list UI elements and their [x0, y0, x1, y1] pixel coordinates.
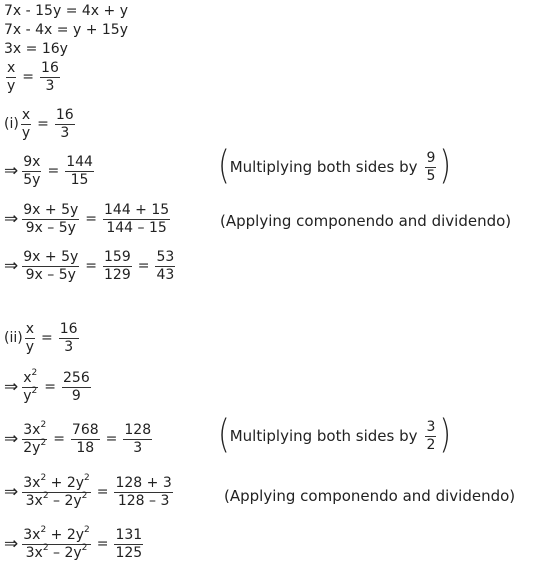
denominator: $y^2$ [23, 385, 38, 404]
denominator: 15 [70, 171, 89, 188]
numerator: 3 [426, 419, 436, 435]
denominator: 5 [426, 167, 436, 184]
part-ii-step-1 [4, 368, 93, 404]
part-label: (ii) [4, 330, 23, 347]
exponent: 2 [42, 542, 49, 553]
intro-line-2: 7x - 4x = y + 15y [4, 22, 128, 38]
denominator: 3 [133, 439, 143, 456]
equals-sign: = [41, 330, 53, 347]
denominator: $3x^2 - 2y^2$ [25, 490, 88, 509]
fraction [22, 420, 47, 456]
fraction [21, 108, 31, 140]
equals-sign: = [96, 484, 109, 501]
numerator: 9 [426, 150, 436, 166]
intro-line-1: 7x - 15y = 4x + y [4, 3, 128, 19]
denominator: 9 [71, 387, 81, 404]
equals-sign: = [85, 258, 97, 275]
fraction [59, 322, 79, 354]
note-componendo-2: (Applying componendo and dividendo) [224, 487, 516, 505]
fraction [123, 423, 152, 455]
part-i-header [4, 108, 77, 140]
exponent: 2 [84, 473, 90, 483]
implies-icon: ⇒ [4, 429, 19, 450]
equals-sign: = [137, 258, 150, 275]
fraction [114, 528, 143, 560]
right-paren-icon: ) [439, 143, 452, 190]
fraction [22, 525, 91, 561]
denominator: 129 [104, 266, 131, 283]
note-multiplying-2 [218, 412, 452, 459]
exponent: 2 [31, 368, 38, 378]
exponent: 2 [42, 490, 49, 501]
numerator: 9x [23, 154, 41, 170]
numerator: 144 + 15 [104, 202, 170, 218]
implies-icon: ⇒ [4, 482, 19, 503]
numerator: x [25, 321, 34, 337]
denominator: y [25, 338, 34, 355]
equals-sign: = [105, 431, 118, 448]
left-paren-icon: ( [218, 143, 230, 190]
exponent: 2 [81, 490, 88, 501]
denominator: 9x – 5y [25, 219, 76, 236]
left-paren-icon: ( [218, 412, 230, 459]
exponent: 2 [31, 385, 38, 396]
denominator: 2 [426, 436, 436, 453]
fraction [40, 61, 60, 93]
numerator: 131 [115, 527, 143, 543]
exponent: 2 [84, 525, 90, 535]
denominator: 3 [60, 124, 70, 141]
intro-line-3: 3x = 16y [4, 41, 68, 57]
denominator: y [21, 124, 31, 141]
implies-icon: ⇒ [4, 161, 19, 182]
numerator: 9x + 5y [23, 202, 79, 218]
exponent: 2 [40, 473, 47, 483]
numerator: $3x^2$ [23, 420, 47, 438]
fraction [425, 420, 436, 452]
part-ii-step-4 [4, 525, 145, 561]
fraction [65, 155, 94, 187]
equals-sign: = [22, 69, 35, 86]
equals-sign: = [96, 536, 109, 553]
fraction [22, 368, 38, 404]
numerator: 9x + 5y [23, 249, 79, 265]
exponent: 2 [40, 420, 47, 430]
fraction [22, 203, 79, 235]
implies-icon: ⇒ [4, 534, 19, 555]
equals-sign: = [53, 431, 65, 448]
denominator: 43 [156, 266, 175, 283]
numerator: 768 [71, 422, 99, 438]
fraction [71, 423, 100, 455]
equals-sign: = [37, 116, 49, 133]
denominator: 3 [64, 338, 74, 355]
equals-sign: = [47, 163, 60, 180]
denominator: $3x^2 - 2y^2$ [25, 542, 88, 561]
fraction [62, 371, 91, 403]
denominator: 5y [23, 171, 41, 188]
exponent: 2 [81, 542, 88, 553]
note-componendo-1: (Applying componendo and dividendo) [220, 212, 512, 230]
numerator: 16 [55, 107, 74, 123]
note-multiplying-1 [218, 143, 452, 190]
fraction [22, 473, 91, 509]
numerator: 128 [124, 422, 152, 438]
numerator: x [7, 60, 16, 76]
denominator: $2y^2$ [23, 437, 47, 456]
numerator: 128 + 3 [115, 475, 172, 491]
denominator: 9x – 5y [25, 266, 76, 283]
implies-icon: ⇒ [4, 256, 19, 277]
denominator: y [7, 77, 16, 94]
denominator: 144 – 15 [106, 219, 167, 236]
numerator: $3x^2 + 2y^2$ [23, 473, 90, 491]
numerator: x [21, 107, 31, 123]
numerator: 16 [59, 321, 78, 337]
part-i-step-2 [4, 203, 172, 235]
fraction [22, 155, 41, 187]
numerator: 16 [41, 60, 59, 76]
equals-sign: = [44, 379, 57, 396]
denominator: 18 [76, 439, 95, 456]
fraction [25, 322, 35, 354]
ratio-statement [4, 61, 62, 93]
equals-sign: = [85, 211, 97, 228]
denominator: 3 [45, 77, 55, 94]
note-text: Multiplying both sides by [229, 427, 418, 446]
numerator: 159 [104, 249, 131, 265]
denominator: 128 – 3 [117, 492, 170, 509]
exponent: 2 [40, 437, 47, 448]
part-i-step-3 [4, 250, 177, 282]
fraction [103, 250, 132, 282]
exponent: 2 [40, 525, 47, 535]
fraction [22, 250, 79, 282]
part-ii-step-2 [4, 420, 154, 456]
numerator: $x^2$ [23, 368, 38, 386]
fraction [114, 476, 172, 508]
fraction [103, 203, 170, 235]
implies-icon: ⇒ [4, 209, 19, 230]
fraction [425, 151, 436, 183]
numerator: $3x^2 + 2y^2$ [23, 525, 90, 543]
implies-icon: ⇒ [4, 377, 19, 398]
fraction [55, 108, 75, 140]
denominator: 125 [115, 544, 143, 561]
fraction [6, 61, 16, 93]
part-ii-header [4, 322, 81, 354]
part-i-step-1 [4, 155, 96, 187]
numerator: 53 [156, 249, 175, 265]
right-paren-icon: ) [439, 412, 452, 459]
numerator: 256 [63, 370, 90, 386]
note-text: Multiplying both sides by [229, 158, 418, 177]
fraction [155, 250, 175, 282]
part-label: (i) [4, 116, 19, 133]
part-ii-step-3 [4, 473, 175, 509]
numerator: 144 [66, 154, 93, 170]
